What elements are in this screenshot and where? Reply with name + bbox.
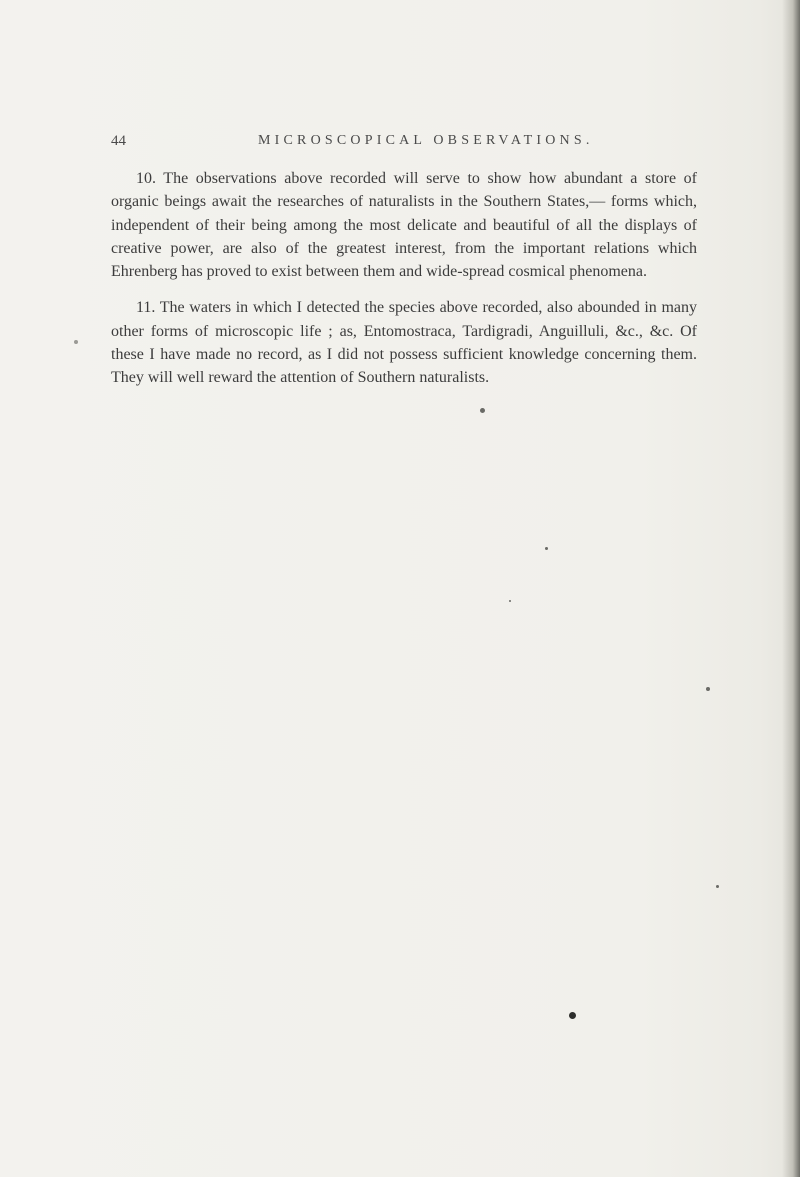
print-speck bbox=[545, 547, 548, 550]
print-speck bbox=[706, 687, 710, 691]
print-speck bbox=[480, 408, 485, 413]
running-head bbox=[0, 133, 800, 155]
print-speck bbox=[509, 600, 511, 602]
paragraph-11: 11. The waters in which I detected the species above recorded, also abounded in many other forms of microscopic life ; as, Entomostraca, Tardigradi, Anguilluli, &c., &c. Of these I have made no record, as I did not possess sufficient knowledge concerning them. They will well reward the attention of Southern naturalists. bbox=[111, 299, 697, 387]
running-title: MICROSCOPICAL OBSERVATIONS. bbox=[258, 133, 594, 148]
body-text bbox=[111, 167, 697, 403]
paragraph-10: 10. The observations above recorded will serve to show how abundant a store of organic beings await the researches of naturalists in the Southern States,— forms which, independent of their being among the most delicate and beautiful of all the displays of creative power, are also of the greatest interest, from the important relations which Ehrenberg has proved to exist between them and wide-spread cosmical phenomena. bbox=[111, 170, 697, 281]
print-speck bbox=[569, 1012, 576, 1019]
page-edge-shadow bbox=[782, 0, 800, 1177]
print-speck bbox=[74, 340, 78, 344]
print-speck bbox=[716, 885, 719, 888]
page-number: 44 bbox=[111, 133, 126, 149]
